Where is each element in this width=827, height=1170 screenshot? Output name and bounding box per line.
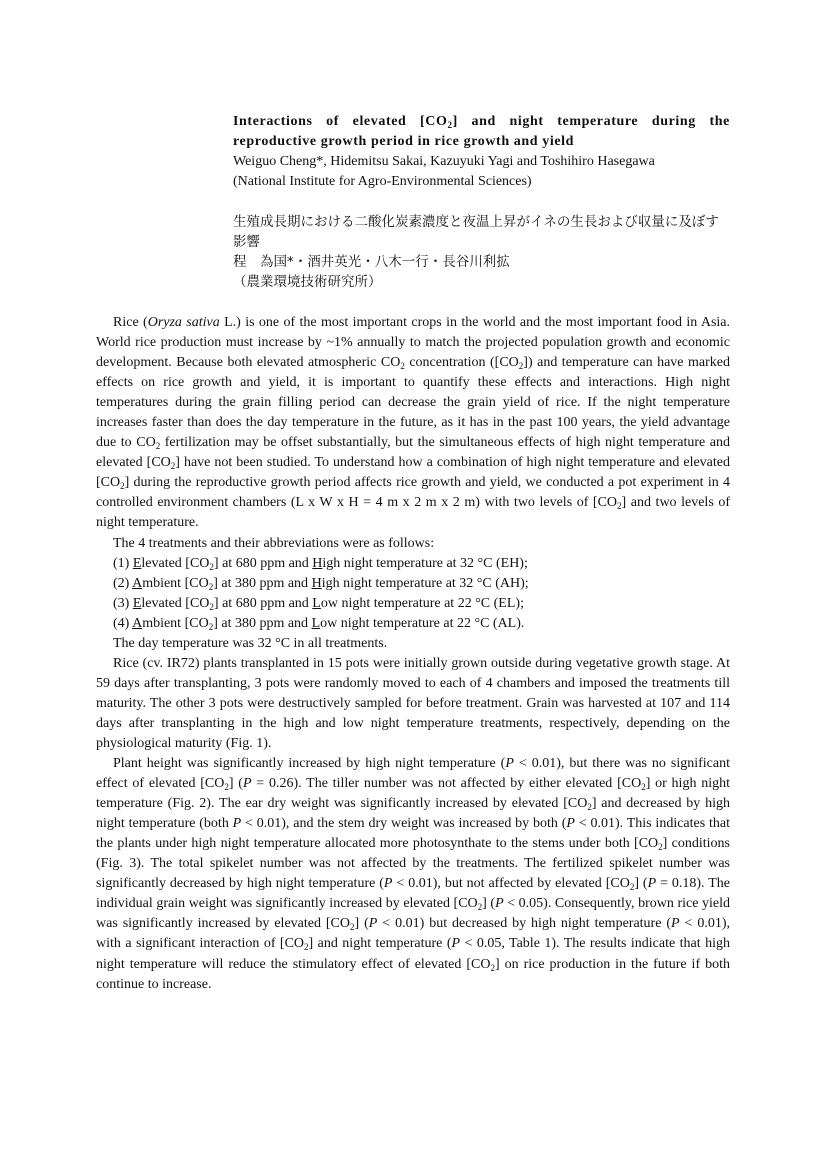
japanese-title: 生殖成長期における二酸化炭素濃度と夜温上昇がイネの生長および収量に及ぼす影響 <box>233 214 719 250</box>
day-temperature-note: The day temperature was 32 °C in all treatments. <box>113 635 388 651</box>
paper-title: Interactions of elevated $[CO_2]$ and night temperature during the reproductive growth period in rice growth and yield <box>233 114 730 149</box>
author-list: Weiguo Cheng*, Hidemitsu Sakai, Kazuyuki Yagi and Toshihiro Hasegawa <box>233 154 655 169</box>
affiliation: (National Institute for Agro-Environmental Sciences) <box>233 174 532 189</box>
paper-header <box>233 112 730 292</box>
treatment-item: (1) Elevated $[CO_2]$ at 680 ppm and High night temperature at 32 °C (EH); <box>113 555 528 572</box>
japanese-authors: 程 為国*・酒井英光・八木一行・長谷川利拡 <box>233 254 510 270</box>
treatment-item: (2) Ambient $[CO_2]$ at 380 ppm and High night temperature at 32 °C (AH); <box>113 575 529 592</box>
treatments-intro: The 4 treatments and their abbreviations were as follows: <box>113 535 435 551</box>
treatment-item: (4) Ambient $[CO_2]$ at 380 ppm and Low night temperature at 22 °C (AL). <box>113 615 525 632</box>
paragraph-methods: Rice (cv. IR72) plants transplanted in 15 pots were initially grown outside during vegetative growth stage. At 59 days after transplanting, 3 pots were randomly moved to each of 4 chambers and imposed the treatments till maturity. The other 3 pots were destructively sampled for before treatment. Grain was harvested at 107 and 114 days after transplanting in the high and low night temperature treatments, respectively, depending on the physiological maturity (Fig. 1). <box>96 655 730 751</box>
paragraph-results: Plant height was significantly increased by high night temperature (P < 0.01), but there was no significant effect of elevated $[CO_2] (P = 0.26)$. The tiller number was not affected by either elevated $[CO_2]$ or high night temperature (Fig. 2). The ear dry weight was significantly increased by elevated $[CO_2]$ and decreased by high night temperature (both P < 0.01), and the stem dry weight was increased by both (P < 0.01). This indicates that the plants under high night temperature allocated more photosynthate to the stems under both $[CO_2]$ conditions (Fig. 3). The total spikelet number was not affected by the treatments. The fertilized spikelet number was significantly decreased by high night temperature (P < 0.01), but not affected by elevated $[CO_2] (P = 0.18)$. The individual grain weight was significantly increased by elevated $[CO_2] (P < 0.05)$. Consequently, brown rice yield was significantly increased by elevated $[CO_2] (P < 0.01)$ but decreased by high night temperature (P < 0.01), with a significant interaction of $[CO_2]$ and night temperature (P < 0.05, Table 1). The results indicate that high night temperature will reduce the stimulatory effect of elevated $[CO_2]$ on rice production in the future if both continue to increase. <box>96 756 731 992</box>
header-spacer <box>233 192 730 212</box>
body-text <box>96 313 730 995</box>
paragraph-introduction: Rice (Oryza sativa L.) is one of the most important crops in the world and the most important food in Asia. World rice production must increase by ~1% annually to match the projected population growth and economic development. Because both elevated atmospheric $CO_2$ concentration $([CO_2])$ and temperature can have marked effects on rice growth and yield, it is important to quantify these effects and interactions. High night temperatures during the grain filling period can decrease the grain yield of rice. If the night temperature increases faster than does the day temperature in the future, as it has in the past 100 years, the yield advantage due to $CO_2$ fertilization may be offset substantially, but the simultaneous effects of high night temperature and elevated $[CO_2]$ have not been studied. To understand how a combination of high night temperature and elevated $[CO_2]$ during the reproductive growth period affects rice growth and yield, we conducted a pot experiment in 4 controlled environment chambers (L x W x H = 4 m x 2 m x 2 m) with two levels of $[CO_2]$ and two levels of night temperature. <box>96 315 731 531</box>
treatment-item: (3) Elevated $[CO_2]$ at 680 ppm and Low night temperature at 22 °C (EL); <box>113 595 524 612</box>
japanese-affiliation: （農業環境技術研究所） <box>233 274 382 290</box>
